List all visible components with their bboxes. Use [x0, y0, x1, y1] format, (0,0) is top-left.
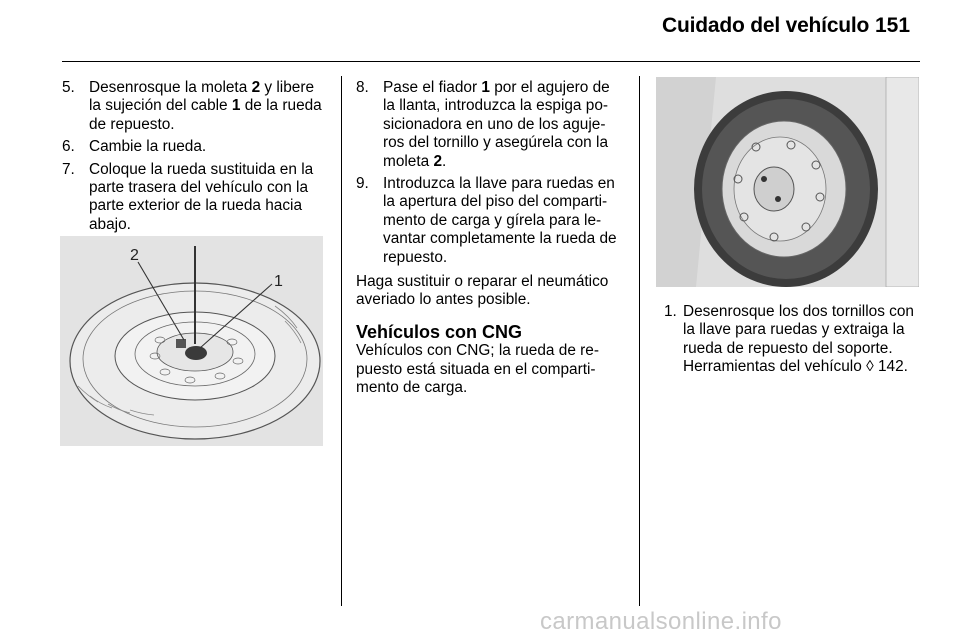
step-5 [62, 79, 327, 134]
step-text: Desenrosque los dos tornillos con la llave para ruedas y extraiga la rueda de repuesto del soporte. [683, 303, 914, 357]
step-text: Desenrosque la moleta [89, 79, 252, 96]
step-9 [356, 175, 624, 267]
step-number: 5. [62, 79, 75, 96]
callout-1: 1 [274, 273, 283, 290]
spare-wheel-illustration [60, 236, 323, 446]
step-number: 9. [356, 175, 369, 193]
cross-reference-text[interactable]: Herramientas del vehículo [683, 358, 862, 376]
step-text: de la rueda de repuesto. [89, 97, 322, 133]
steps-list [656, 303, 922, 377]
column-3 [656, 303, 922, 381]
step-text: por el agujero de la llanta, introduzca la espiga po-sicionadora en uno de los aguje-ros del tornillo y asegúrela con la moleta [383, 79, 610, 170]
spare-wheel-mount-figure [656, 77, 919, 287]
steps-list [62, 79, 327, 234]
step-number: 6. [62, 138, 75, 156]
step-7 [62, 161, 327, 235]
step-text: Coloque la rueda sustituida en la parte trasera del vehículo con la parte exterior de la rueda hacia abajo. [89, 160, 314, 233]
step-text: Pase el fiador [383, 79, 482, 96]
cng-paragraph: Vehículos con CNG; la rueda de re-puesto está situada en el comparti-mento de carga. [356, 342, 599, 397]
step-number: 7. [62, 160, 75, 178]
callout-2: 2 [130, 247, 139, 264]
watermark: carmanualsonline.info [540, 608, 782, 635]
step-number: 8. [356, 79, 369, 96]
step-number: 1. [664, 303, 677, 320]
column-divider-2 [639, 76, 640, 606]
section-heading: Vehículos con CNG [356, 321, 523, 342]
column-1 [62, 79, 327, 238]
steps-list [356, 79, 624, 267]
spare-wheel-cable-figure [60, 236, 323, 446]
step-text: . [442, 152, 447, 170]
advice-paragraph: Haga sustituir o reparar el neumático averiado lo antes posible. [356, 273, 609, 309]
header-rule [62, 61, 920, 62]
part-reference: 2 [251, 79, 261, 96]
step-1 [656, 303, 922, 377]
step-text: Cambie la rueda. [89, 138, 207, 156]
cross-reference-icon: ◊ [866, 358, 874, 376]
column-divider-1 [341, 76, 342, 606]
page-number: 151 [875, 14, 911, 37]
part-reference: 1 [481, 79, 490, 96]
step-text: Introduzca la llave para ruedas en la apertura del piso del comparti-mento de carga y gírela para le-vantar completamente la rueda de repuesto. [383, 175, 617, 266]
step-8 [356, 79, 624, 171]
cross-reference-page[interactable]: 142. [877, 358, 908, 376]
step-text: y libere la sujeción del cable [89, 79, 315, 115]
part-reference: 2 [433, 152, 443, 170]
part-reference: 1 [231, 97, 241, 115]
page-title: Cuidado del vehículo [662, 14, 870, 37]
step-6 [62, 138, 327, 156]
spare-wheel-mount-illustration [656, 77, 919, 287]
column-2 [356, 79, 624, 398]
